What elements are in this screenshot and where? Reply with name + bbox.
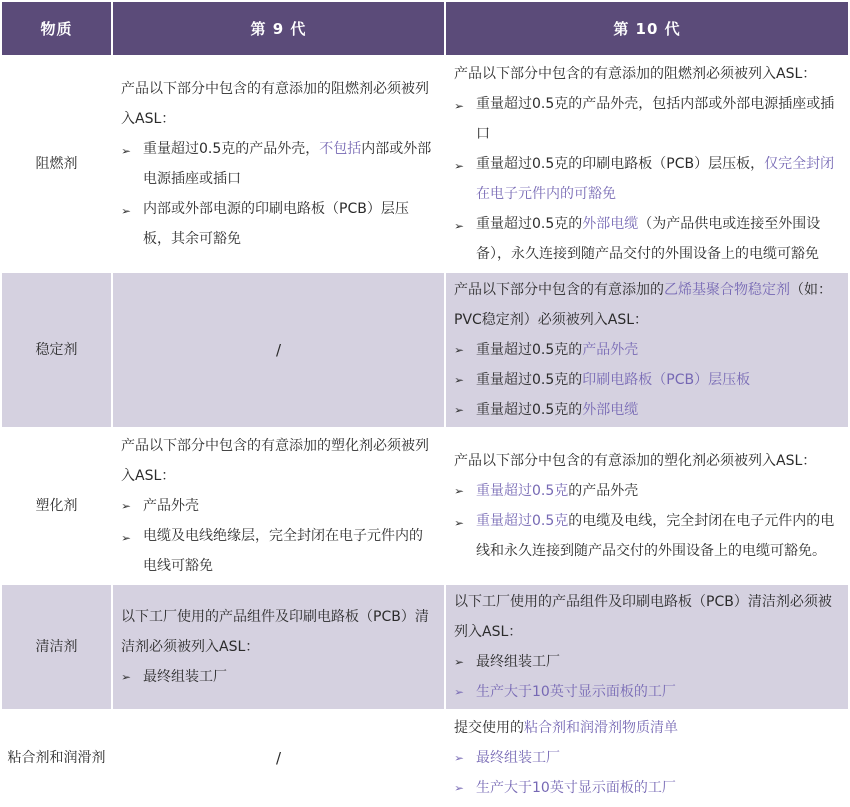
gen9-cell	[113, 57, 444, 271]
bullet-item	[121, 194, 436, 254]
text-segment: 电缆及电线绝缘层，完全封闭在电子元件内的电线可豁免	[143, 528, 423, 574]
bullet-text	[476, 773, 840, 803]
bullet-text	[143, 491, 436, 521]
cell-intro	[454, 275, 840, 335]
bullet-item	[454, 335, 840, 365]
bullet-item	[454, 209, 840, 269]
bullet-text	[476, 365, 840, 395]
arrow-bullet-icon: ➢	[454, 404, 465, 416]
text-segment: 产品外壳	[582, 342, 639, 358]
text-segment: 重量超过0.5克的印刷电路板（PCB）层压板，	[476, 156, 765, 172]
text-segment: （为产品供电或连接至外围设备），永久连接到随产品交付的外围设备上的电缆可豁免	[476, 216, 821, 262]
bullet-text	[476, 647, 840, 677]
text-segment: 产品以下部分中包含的有意添加的	[454, 282, 664, 298]
cell-intro	[454, 713, 840, 743]
cell-intro	[121, 602, 436, 662]
text-segment: 以下工厂使用的产品组件及印刷电路板（PCB）清洁剂必须被列入ASL：	[121, 609, 429, 655]
arrow-bullet-icon: ➢	[121, 532, 132, 545]
text-segment: 印刷电路板（PCB）层压板	[582, 372, 751, 388]
table-row	[2, 585, 848, 709]
text-segment: 重量超过0.5克的	[476, 216, 583, 232]
substance-cell: 稳定剂	[2, 273, 111, 427]
text-segment: 外部电缆	[582, 402, 639, 418]
gen10-cell	[446, 57, 848, 271]
text-segment: 重量超过0.5克的	[476, 402, 583, 418]
header-gen10: 第 10 代	[446, 2, 848, 55]
arrow-bullet-icon: ➢	[454, 374, 465, 386]
arrow-bullet-icon: ➢	[121, 671, 132, 683]
text-segment: 的产品外壳	[568, 483, 639, 499]
cell-intro	[454, 446, 840, 476]
bullet-text	[476, 149, 840, 209]
arrow-bullet-icon: ➢	[454, 517, 465, 530]
bullet-text	[476, 476, 840, 506]
text-segment: 生产大于10英寸显示面板的工厂	[476, 780, 676, 796]
cell-intro	[454, 587, 840, 647]
not-applicable-slash: /	[275, 341, 282, 359]
bullet-item	[454, 89, 840, 149]
gen10-cell	[446, 585, 848, 709]
bullet-text	[476, 677, 840, 707]
bullet-item	[454, 773, 840, 803]
bullet-item	[454, 149, 840, 209]
arrow-bullet-icon: ➢	[454, 344, 465, 356]
text-segment: 的电缆及电线，完全封闭在电子元件内的电线和永久连接到随产品交付的外围设备上的电缆可豁免。	[476, 513, 835, 559]
bullet-text	[476, 209, 840, 269]
bullet-text	[476, 506, 840, 566]
arrow-bullet-icon: ➢	[454, 220, 465, 233]
bullet-item	[454, 395, 840, 425]
text-segment: 重量超过0.5克	[476, 483, 569, 499]
bullet-text	[476, 89, 840, 149]
table-row	[2, 57, 848, 271]
bullet-item	[454, 677, 840, 707]
arrow-bullet-icon: ➢	[454, 752, 465, 764]
cell-intro	[121, 74, 436, 134]
arrow-bullet-icon: ➢	[454, 100, 465, 113]
text-segment: 产品以下部分中包含的有意添加的塑化剂必须被列入ASL：	[121, 438, 429, 484]
gen10-cell	[446, 273, 848, 427]
text-segment: 最终组装工厂	[476, 654, 560, 670]
bullet-item	[121, 491, 436, 521]
bullet-item	[121, 521, 436, 581]
bullet-item	[454, 365, 840, 395]
gen10-cell	[446, 711, 848, 805]
table-row	[2, 429, 848, 583]
substance-cell: 阻燃剂	[2, 57, 111, 271]
text-segment: 外部电缆	[582, 216, 639, 232]
not-applicable-slash: /	[275, 749, 282, 767]
text-segment: 产品以下部分中包含的有意添加的阻燃剂必须被列入ASL：	[121, 81, 429, 127]
bullet-text	[143, 662, 436, 692]
text-segment: 仅完全封闭在电子元件内的可豁免	[476, 156, 835, 202]
bullet-item	[454, 506, 840, 566]
cell-intro	[121, 431, 436, 491]
bullet-text	[143, 194, 436, 254]
gen9-cell	[113, 585, 444, 709]
arrow-bullet-icon: ➢	[454, 160, 465, 173]
table-row	[2, 711, 848, 805]
text-segment: 产品以下部分中包含的有意添加的阻燃剂必须被列入ASL：	[454, 66, 817, 82]
bullet-item	[454, 743, 840, 773]
bullet-text	[476, 743, 840, 773]
substance-cell: 塑化剂	[2, 429, 111, 583]
text-segment: 内部或外部电源插座或插口	[143, 141, 432, 187]
arrow-bullet-icon: ➢	[454, 656, 465, 668]
arrow-bullet-icon: ➢	[121, 205, 132, 218]
arrow-bullet-icon: ➢	[121, 145, 132, 158]
text-segment: 重量超过0.5克的	[476, 342, 583, 358]
arrow-bullet-icon: ➢	[454, 782, 465, 794]
header-gen9: 第 9 代	[113, 2, 444, 55]
text-segment: 重量超过0.5克的产品外壳，	[143, 141, 320, 157]
bullet-item	[454, 647, 840, 677]
bullet-text	[143, 134, 436, 194]
cell-intro	[454, 59, 840, 89]
substance-cell: 粘合剂和润滑剂	[2, 711, 111, 805]
table-row	[2, 273, 848, 427]
text-segment: 产品以下部分中包含的有意添加的塑化剂必须被列入ASL：	[454, 453, 817, 469]
text-segment: 生产大于10英寸显示面板的工厂	[476, 684, 676, 700]
text-segment: 粘合剂和润滑剂物质清单	[524, 720, 678, 736]
text-segment: 乙烯基聚合物稳定剂	[664, 282, 790, 298]
bullet-text	[476, 395, 840, 425]
arrow-bullet-icon: ➢	[454, 485, 465, 497]
text-segment: 不包括	[319, 141, 362, 157]
gen10-cell	[446, 429, 848, 583]
table-body	[2, 57, 848, 805]
table-header	[2, 2, 848, 55]
bullet-item	[454, 476, 840, 506]
bullet-text	[143, 521, 436, 581]
gen9-cell	[113, 711, 444, 805]
arrow-bullet-icon: ➢	[121, 500, 132, 512]
gen9-cell	[113, 429, 444, 583]
text-segment: 重量超过0.5克	[476, 513, 569, 529]
text-segment: 内部或外部电源的印刷电路板（PCB）层压板，其余可豁免	[143, 201, 409, 247]
header-substance: 物质	[2, 2, 111, 55]
text-segment: 以下工厂使用的产品组件及印刷电路板（PCB）清洁剂必须被列入ASL：	[454, 594, 832, 640]
text-segment: 重量超过0.5克的	[476, 372, 583, 388]
text-segment: 重量超过0.5克的产品外壳，包括内部或外部电源插座或插口	[476, 96, 835, 142]
substance-cell: 清洁剂	[2, 585, 111, 709]
arrow-bullet-icon: ➢	[454, 686, 465, 698]
text-segment: （如：PVC稳定剂）必须被列入ASL：	[454, 282, 832, 328]
header-row	[2, 2, 848, 55]
bullet-item	[121, 662, 436, 692]
text-segment: 产品外壳	[143, 498, 199, 514]
bullet-text	[476, 335, 840, 365]
text-segment: 最终组装工厂	[476, 750, 560, 766]
text-segment: 提交使用的	[454, 720, 524, 736]
text-segment: 最终组装工厂	[143, 669, 227, 685]
bullet-item	[121, 134, 436, 194]
gen9-cell	[113, 273, 444, 427]
